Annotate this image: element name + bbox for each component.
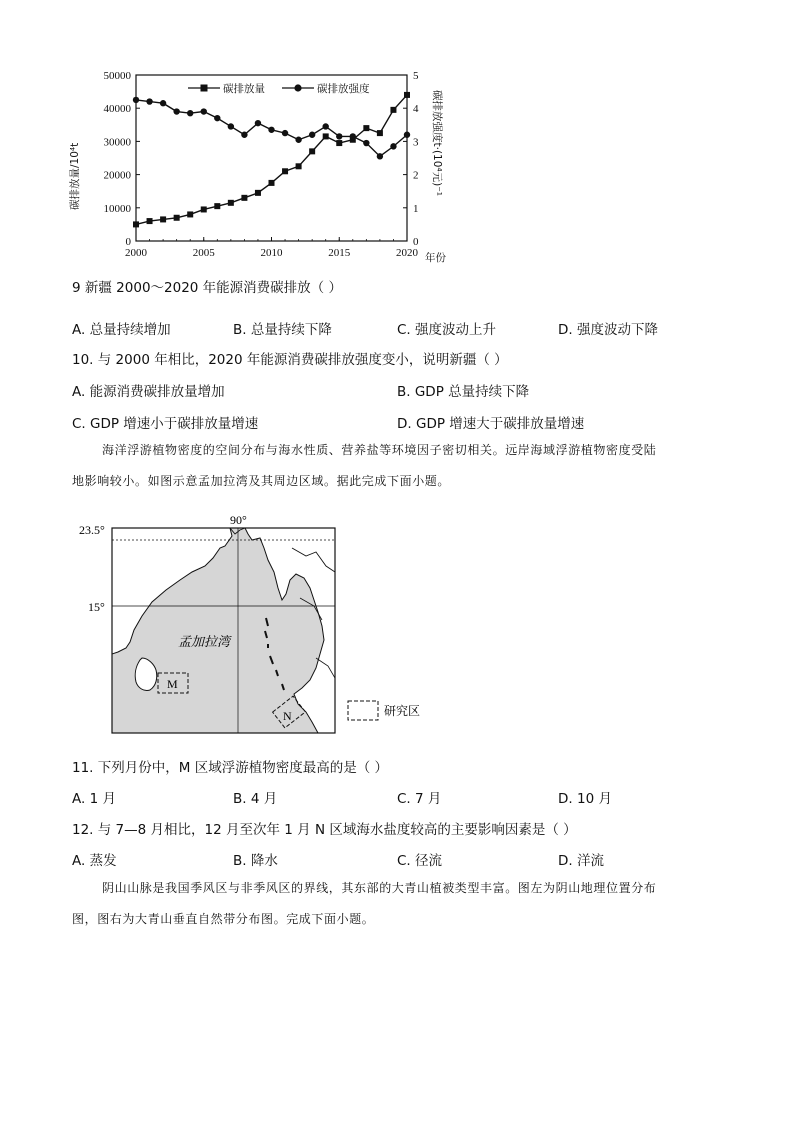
q12-option-c[interactable]: C. 径流 (397, 853, 443, 869)
amount-point (147, 218, 153, 224)
amount-point (309, 148, 315, 154)
q9-option-b[interactable]: B. 总量持续下降 (233, 322, 332, 338)
right-tick-label: 5 (413, 70, 419, 82)
q11-option-b[interactable]: B. 4 月 (233, 791, 278, 807)
intensity-point (146, 98, 152, 104)
x-tick-label: 2000 (125, 247, 147, 259)
box-m-label: M (167, 677, 178, 691)
left-axis-label: 碳排放量/10⁴t (69, 142, 81, 210)
q11-option-d[interactable]: D. 10 月 (558, 791, 612, 807)
amount-point (363, 125, 369, 131)
amount-point (187, 211, 193, 217)
q11-option-c[interactable]: C. 7 月 (397, 791, 442, 807)
q12-option-b[interactable]: B. 降水 (233, 853, 278, 869)
passage-bengal-line2: 地影响较小。如图示意孟加拉湾及其周边区域。据此完成下面小题。 (72, 474, 451, 488)
x-tick-label: 2015 (328, 247, 351, 259)
intensity-point (228, 123, 234, 129)
q9-option-c[interactable]: C. 强度波动上升 (397, 322, 497, 338)
amount-point (255, 190, 261, 196)
q11-option-a[interactable]: A. 1 月 (72, 791, 116, 807)
q12-option-d[interactable]: D. 洋流 (558, 853, 604, 869)
right-tick-label: 4 (413, 103, 419, 116)
intensity-point (377, 153, 383, 159)
amount-point (296, 163, 302, 169)
left-tick-label: 20000 (103, 169, 131, 182)
legend-intensity: 碳排放强度 (317, 83, 370, 95)
amount-point (336, 140, 342, 146)
carbon-emission-chart (60, 60, 460, 270)
q12-option-a[interactable]: A. 蒸发 (72, 853, 117, 869)
left-tick-label: 0 (125, 236, 131, 248)
x-tick-label: 2005 (192, 247, 215, 259)
bay-of-bengal-map (70, 508, 440, 738)
intensity-point (187, 110, 193, 116)
intensity-point (295, 137, 301, 143)
lon-90-label: 90° (230, 513, 247, 527)
intensity-point (282, 130, 288, 136)
passage-bengal-line1: 海洋浮游植物密度的空间分布与海水性质、营养盐等环境因子密切相关。远岸海域浮游植物密度受陆 (102, 443, 657, 457)
intensity-point (323, 123, 329, 129)
passage-yinshan-line1: 阴山山脉是我国季风区与非季风区的界线，其东部的大青山植被类型丰富。图左为阴山地理位置分布 (102, 881, 657, 895)
intensity-point (201, 108, 207, 114)
intensity-point (173, 108, 179, 114)
x-axis-label: 年份 (425, 252, 446, 264)
q9-option-a[interactable]: A. 总量持续增加 (72, 322, 171, 338)
amount-point (269, 180, 275, 186)
amount-point (323, 133, 329, 139)
intensity-point (309, 132, 315, 138)
legend-square-icon (201, 85, 208, 92)
right-tick-label: 3 (413, 136, 419, 149)
q9-option-d[interactable]: D. 强度波动下降 (558, 322, 658, 338)
legend-study-box (348, 701, 378, 720)
intensity-point (133, 97, 139, 103)
passage-yinshan-line2: 图，图右为大青山垂直自然带分布图。完成下面小题。 (72, 912, 375, 926)
legend-study-label: 研究区 (384, 704, 421, 718)
intensity-point (268, 127, 274, 133)
amount-point (201, 206, 207, 212)
left-tick-label: 30000 (103, 136, 131, 149)
amount-point (133, 221, 139, 227)
lat-23-5-label: 23.5° (79, 523, 105, 537)
q9-stem: 9 新疆 2000～2020 年能源消费碳排放（ ） (72, 280, 342, 296)
amount-point (214, 203, 220, 209)
q12-stem: 12. 与 7—8 月相比，12 月至次年 1 月 N 区域海水盐度较高的主要影响因素是（ ） (72, 822, 577, 838)
amount-point (174, 215, 180, 221)
amount-point (404, 92, 410, 98)
amount-point (282, 168, 288, 174)
amount-point (377, 130, 383, 136)
left-tick-label: 40000 (103, 103, 131, 116)
q10-option-b[interactable]: B. GDP 总量持续下降 (397, 384, 530, 400)
x-tick-label: 2010 (260, 247, 283, 259)
intensity-point (363, 140, 369, 146)
q10-stem: 10. 与 2000 年相比，2020 年能源消费碳排放强度变小，说明新疆（ ） (72, 352, 508, 368)
amount-point (228, 200, 234, 206)
intensity-point (390, 143, 396, 149)
left-tick-label: 10000 (103, 202, 131, 215)
intensity-point (241, 132, 247, 138)
intensity-point (404, 132, 410, 138)
intensity-point (214, 115, 220, 121)
right-axis-label: 碳排放强度t·(10⁴元)⁻¹ (431, 90, 443, 196)
right-tick-label: 1 (413, 202, 419, 215)
right-tick-label: 0 (413, 236, 419, 248)
intensity-point (350, 133, 356, 139)
q11-stem: 11. 下列月份中，M 区域浮游植物密度最高的是（ ） (72, 760, 388, 776)
left-tick-label: 50000 (103, 70, 131, 82)
legend (188, 82, 370, 95)
intensity-point (160, 100, 166, 106)
box-n-label: N (283, 709, 292, 723)
amount-point (160, 216, 166, 222)
intensity-point (336, 133, 342, 139)
intensity-point (255, 120, 261, 126)
amount-point (241, 195, 247, 201)
right-tick-label: 2 (413, 169, 419, 182)
legend-amount: 碳排放量 (223, 83, 265, 95)
lat-15-label: 15° (88, 600, 105, 614)
bay-label: 孟加拉湾 (178, 635, 231, 650)
amount-point (390, 107, 396, 113)
legend-circle-icon (294, 84, 301, 91)
q10-option-d[interactable]: D. GDP 增速大于碳排放量增速 (397, 416, 585, 432)
q10-option-a[interactable]: A. 能源消费碳排放量增加 (72, 384, 225, 400)
q10-option-c[interactable]: C. GDP 增速小于碳排放量增速 (72, 416, 259, 432)
x-tick-label: 2020 (396, 247, 418, 259)
